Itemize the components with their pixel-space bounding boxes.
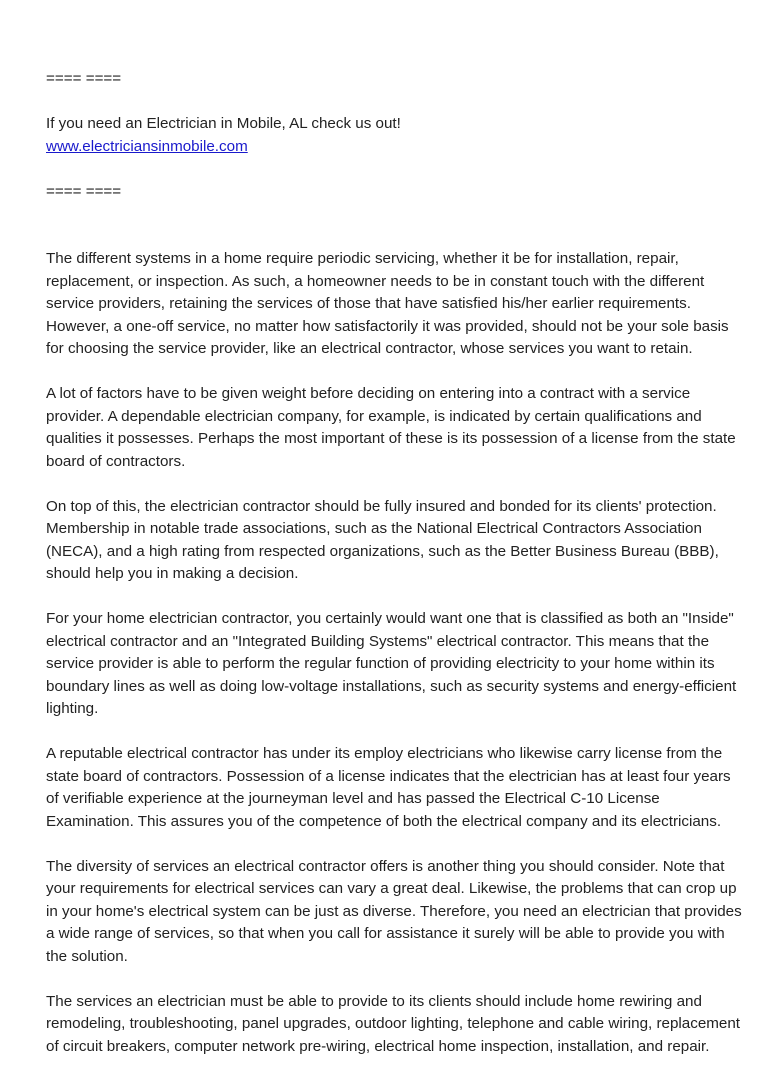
separator-top: ==== ==== [46, 70, 122, 87]
paragraph-7: The services an electrician must be able to provide to its clients should include home rewiring and remodeling, troubleshooting, panel upgrades, outdoor lighting, telephone and cable wiring, replacement of circuit breakers, computer network pre-wiring, electrical home inspection, installation, and repair. [46, 992, 741, 1055]
paragraph-3: On top of this, the electrician contractor should be fully insured and bonded for its clients' protection. Membership in notable trade associations, such as the National Electrical Contractors Association (NECA), and a high rating from respected organizations, such as the Better Business Bureau (BBB), should help you in making a decision. [46, 497, 719, 582]
paragraph-5: A reputable electrical contractor has under its employ electricians who likewise carry license from the state board of contractors. Possession of a license indicates that the electrician has at least four years of verifiable experience at the journeyman level and has passed the Electrical C-10 License Examination. This assures you of the competence of both the electrical company and its electricians. [46, 745, 731, 830]
paragraph-6: The diversity of services an electrical contractor offers is another thing you should consider. Note that your requirements for electrical services can vary a great deal. Likewise, the problems that can crop up in your home's electrical system can be just as diverse. Therefore, you need an electrician that provides a wide range of services, so that when you call for assistance it surely will be able to provide you with the solution. [46, 857, 742, 965]
spacer [46, 158, 746, 181]
paragraph-2: A lot of factors have to be given weight before deciding on entering into a contract with a service provider. A dependable electrician company, for example, is indicated by certain qualifications and qualities it possesses. Perhaps the most important of these is its possession of a license from the state board of contractors. [46, 385, 736, 470]
spacer [46, 203, 746, 248]
paragraph-1: The different systems in a home require periodic servicing, whether it be for installation, repair, replacement, or inspection. As such, a homeowner needs to be in constant touch with the different service providers, retaining the services of those that have satisfied his/her earlier requirements. However, a one-off service, no matter how satisfactorily it was provided, should not be your sole basis for choosing the service provider, like an electrical contractor, whose services you want to retain. [46, 250, 729, 357]
spacer [46, 91, 746, 114]
separator-bottom: ==== ==== [46, 182, 122, 200]
website-link[interactable]: www.electriciansinmobile.com [46, 137, 248, 155]
intro-text: If you need an Electrician in Mobile, AL check us out! [46, 115, 401, 132]
paragraph-4: For your home electrician contractor, you certainly would want one that is classified as both an "Inside" electrical contractor and an "Integrated Building Systems" electrical contractor. This means that the service provider is able to perform the regular function of providing electricity to your home within its boundary lines as well as doing low-voltage installations, such as security systems and energy-efficient lighting. [46, 610, 737, 717]
document-content [46, 68, 746, 1081]
